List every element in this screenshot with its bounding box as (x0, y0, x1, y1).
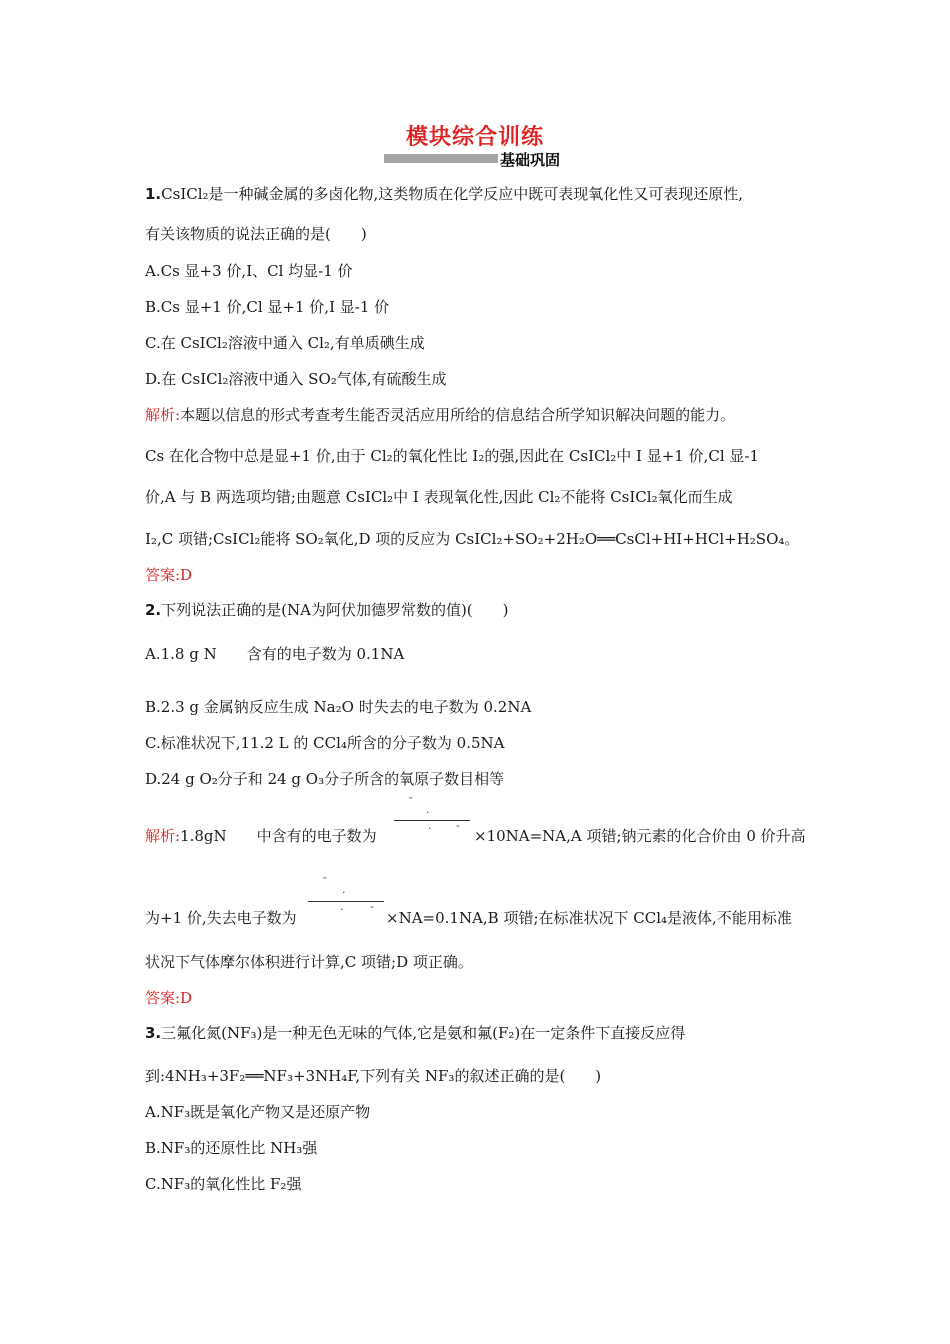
fraction-mark-dot: · (428, 822, 432, 835)
q3-stem-text1: 三氟化氮(NF₃)是一种无色无味的气体,它是氨和氟(F₂)在一定条件下直接反应得 (161, 1024, 686, 1042)
q1-stem-text1: CsICl₂是一种碱金属的多卤化物,这类物质在化学反应中既可表现氧化性又可表现还原性, (161, 185, 744, 203)
q2-option-d: D.24 g O₂分子和 24 g O₃分子所含的氧原子数目相等 (145, 770, 505, 788)
q3-stem-line2: 到:4NH₃+3F₂══NF₃+3NH₄F,下列有关 NF₃的叙述正确的是( ) (145, 1067, 602, 1085)
q1-analysis-line4: I₂,C 项错;CsICl₂能将 SO₂氧化,D 项的反应为 CsICl₂+SO₂+2H₂O══CsCl+HI+HCl+H₂SO₄。 (145, 530, 800, 548)
q1-number: 1. (145, 185, 162, 203)
q3-option-b: B.NF₃的还原性比 NH₃强 (145, 1139, 318, 1157)
q2-analysis-text1-left: 1.8gN 中含有的电子数为 (180, 827, 377, 845)
fraction-mark-dash: - (456, 819, 460, 832)
q2-option-c: C.标准状况下,11.2 L 的 CCl₄所含的分子数为 0.5NA (145, 734, 505, 752)
q2-analysis-line3: 状况下气体摩尔体积进行计算,C 项错;D 项正确。 (145, 953, 473, 971)
fraction-mark-dash: - (370, 900, 374, 913)
q2-analysis-line2-left: 为+1 价,失去电子数为 (145, 909, 297, 927)
q1-option-d: D.在 CsICl₂溶液中通入 SO₂气体,有硫酸生成 (145, 370, 447, 388)
q1-analysis-label: 解析: (145, 406, 181, 424)
q2-number: 2. (145, 601, 162, 619)
fraction-mark-breve: ˘ (322, 876, 328, 889)
page-title: 模块综合训练 (405, 125, 544, 150)
q1-analysis-line3: 价,A 与 B 两选项均错;由题意 CsICl₂中 I 表现氧化性,因此 Cl₂不能将 CsICl₂氧化而生成 (145, 488, 733, 506)
fraction-mark-breve: ˘ (408, 796, 414, 809)
q3-option-a: A.NF₃既是氧化产物又是还原产物 (145, 1103, 371, 1121)
q3-stem-line1 (145, 1023, 685, 1043)
q2-option-a: A.1.8 g N 含有的电子数为 0.1NA (145, 645, 405, 663)
q1-stem-line1 (145, 184, 743, 204)
q1-option-a: A.Cs 显+3 价,I、Cl 均显-1 价 (145, 262, 353, 280)
q1-answer: 答案:D (145, 566, 193, 584)
q2-analysis-line1-left (145, 826, 377, 846)
q1-option-b: B.Cs 显+1 价,Cl 显+1 价,I 显-1 价 (145, 298, 390, 316)
q3-option-c: C.NF₃的氧化性比 F₂强 (145, 1175, 302, 1193)
q2-stem (145, 600, 509, 620)
q2-fraction-1 (394, 796, 474, 836)
q2-analysis-line1-right: ×10NA=NA,A 项错;钠元素的化合价由 0 价升高 (474, 827, 806, 845)
q1-analysis-text1: 本题以信息的形式考查考生能否灵活应用所给的信息结合所学知识解决问题的能力。 (180, 406, 736, 424)
fraction-mark-dot: · (426, 806, 430, 819)
q1-analysis-line2: Cs 在化合物中总是显+1 价,由于 Cl₂的氧化性比 I₂的强,因此在 CsICl₂中 I 显+1 价,Cl 显-1 (145, 447, 760, 465)
q1-option-c: C.在 CsICl₂溶液中通入 Cl₂,有单质碘生成 (145, 334, 425, 352)
q2-fraction-2 (308, 876, 388, 916)
q2-option-b: B.2.3 g 金属钠反应生成 Na₂O 时失去的电子数为 0.2NA (145, 698, 532, 716)
fraction-mark-dot: · (340, 903, 344, 916)
section-heading: 基础巩固 (500, 151, 561, 169)
q1-stem-line2: 有关该物质的说法正确的是( ) (145, 225, 367, 243)
section-bar-decoration (384, 154, 498, 163)
q3-number: 3. (145, 1024, 162, 1042)
q1-analysis-line1 (145, 405, 735, 425)
q2-stem-text: 下列说法正确的是(NA为阿伏加德罗常数的值)( ) (161, 601, 509, 619)
fraction-mark-dot: · (342, 886, 346, 899)
q2-analysis-label: 解析: (145, 827, 181, 845)
q2-answer: 答案:D (145, 989, 193, 1007)
q2-analysis-line2-right: ×NA=0.1NA,B 项错;在标准状况下 CCl₄是液体,不能用标准 (386, 909, 792, 927)
